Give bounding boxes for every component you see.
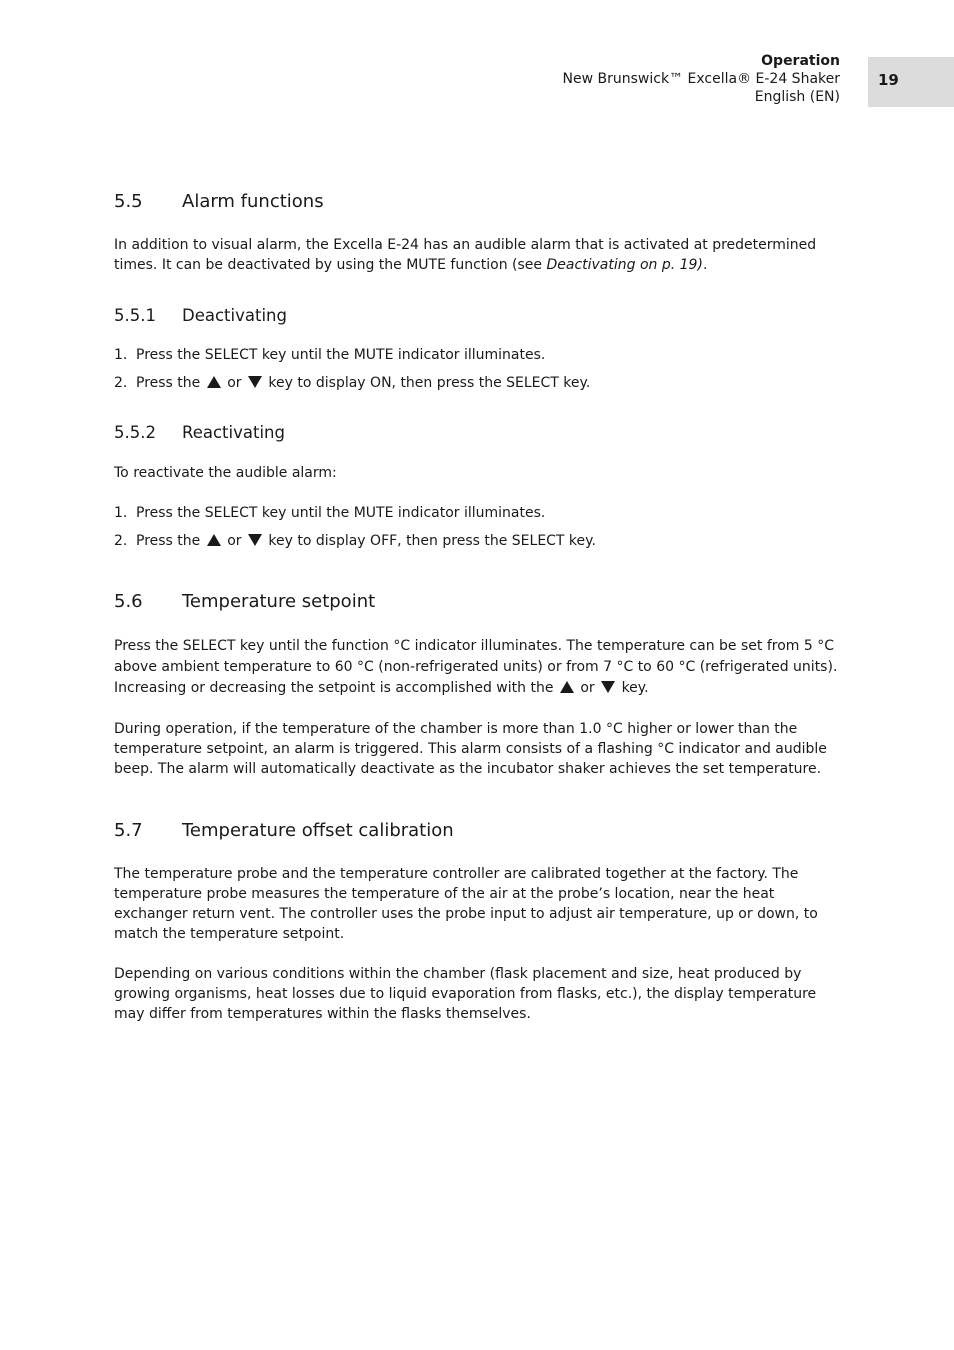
section-number: 5.5.1 bbox=[114, 306, 156, 325]
list-item bbox=[114, 531, 849, 551]
step-text: Press the bbox=[136, 375, 201, 391]
step-text: or bbox=[227, 375, 242, 391]
page-number: 19 bbox=[868, 57, 954, 107]
list-item bbox=[114, 345, 849, 365]
language-label: English (EN) bbox=[754, 89, 840, 105]
paragraph-alarm-intro bbox=[114, 235, 849, 275]
section-title: Temperature offset calibration bbox=[182, 820, 454, 841]
paragraph-text: Press the SELECT key until the function °C indicator illuminates. The temperature can be set from 5 °C above ambient temperature to 60 °C (non-refrigerated units) or from 7 °C to 60 °C (refrigerated units). Increasing or decreasing the setpoint is accomplished with the bbox=[114, 638, 838, 696]
section-number: 5.5.2 bbox=[114, 423, 156, 442]
step-number: 2. bbox=[114, 533, 128, 549]
paragraph-text: or bbox=[580, 680, 595, 696]
step-number: 1. bbox=[114, 505, 128, 521]
cross-reference-link[interactable]: Deactivating on p. 19) bbox=[546, 257, 703, 273]
step-text: Press the SELECT key until the MUTE indicator illuminates. bbox=[136, 505, 546, 521]
step-number: 1. bbox=[114, 347, 128, 363]
up-triangle-icon bbox=[207, 376, 221, 388]
paragraph-text-end: . bbox=[702, 257, 708, 273]
down-triangle-icon bbox=[248, 376, 262, 388]
paragraph-calibration-conditions: Depending on various conditions within the chamber (flask placement and size, heat produced by growing organisms, heat losses due to liquid evaporation from flasks, etc.), the display temperature may differ from temperatures within the flasks themselves. bbox=[114, 966, 817, 1022]
step-text: key to display OFF, then press the SELECT key. bbox=[268, 533, 596, 549]
product-name: New Brunswick™ Excella® E-24 Shaker bbox=[562, 71, 840, 87]
list-item bbox=[114, 373, 849, 393]
section-heading-5-5-2 bbox=[114, 423, 285, 443]
section-number: 5.6 bbox=[114, 591, 143, 612]
paragraph-calibration: The temperature probe and the temperature controller are calibrated together at the factory. The temperature probe measures the temperature of the air at the probe’s location, near the heat exchanger return vent. The controller uses the probe input to adjust air temperature, up or down, to match the temperature setpoint. bbox=[114, 866, 818, 942]
chapter-title: Operation bbox=[761, 53, 840, 69]
section-heading-5-6 bbox=[114, 591, 375, 613]
paragraph-text: key. bbox=[621, 680, 649, 696]
section-title: Alarm functions bbox=[182, 191, 324, 212]
step-text: or bbox=[227, 533, 242, 549]
up-triangle-icon bbox=[207, 534, 221, 546]
step-text: Press the SELECT key until the MUTE indicator illuminates. bbox=[136, 347, 546, 363]
up-triangle-icon bbox=[560, 681, 574, 693]
section-title: Deactivating bbox=[182, 306, 287, 325]
section-heading-5-5-1 bbox=[114, 306, 287, 326]
paragraph-text: In addition to visual alarm, the Excella E-24 has an audible alarm that is activated at predetermined times. It can be deactivated by using the MUTE function (see bbox=[114, 237, 817, 273]
down-triangle-icon bbox=[601, 681, 615, 693]
paragraph-setpoint bbox=[114, 636, 849, 699]
section-title: Temperature setpoint bbox=[182, 591, 376, 612]
paragraph-setpoint-alarm: During operation, if the temperature of the chamber is more than 1.0 °C higher or lower than the temperature setpoint, an alarm is triggered. This alarm consists of a flashing °C indicator and audible beep. The alarm will automatically deactivate as the incubator shaker achieves the set temperature. bbox=[114, 721, 827, 777]
paragraph-reactivate-intro: To reactivate the audible alarm: bbox=[114, 465, 337, 481]
step-number: 2. bbox=[114, 375, 128, 391]
section-heading-5-7 bbox=[114, 820, 454, 842]
down-triangle-icon bbox=[248, 534, 262, 546]
step-text: key to display ON, then press the SELECT key. bbox=[268, 375, 591, 391]
step-text: Press the bbox=[136, 533, 201, 549]
section-title: Reactivating bbox=[182, 423, 285, 442]
list-item bbox=[114, 503, 849, 523]
section-heading-5-5 bbox=[114, 191, 324, 213]
section-number: 5.7 bbox=[114, 820, 143, 841]
page-header bbox=[563, 52, 840, 106]
section-number: 5.5 bbox=[114, 191, 143, 212]
